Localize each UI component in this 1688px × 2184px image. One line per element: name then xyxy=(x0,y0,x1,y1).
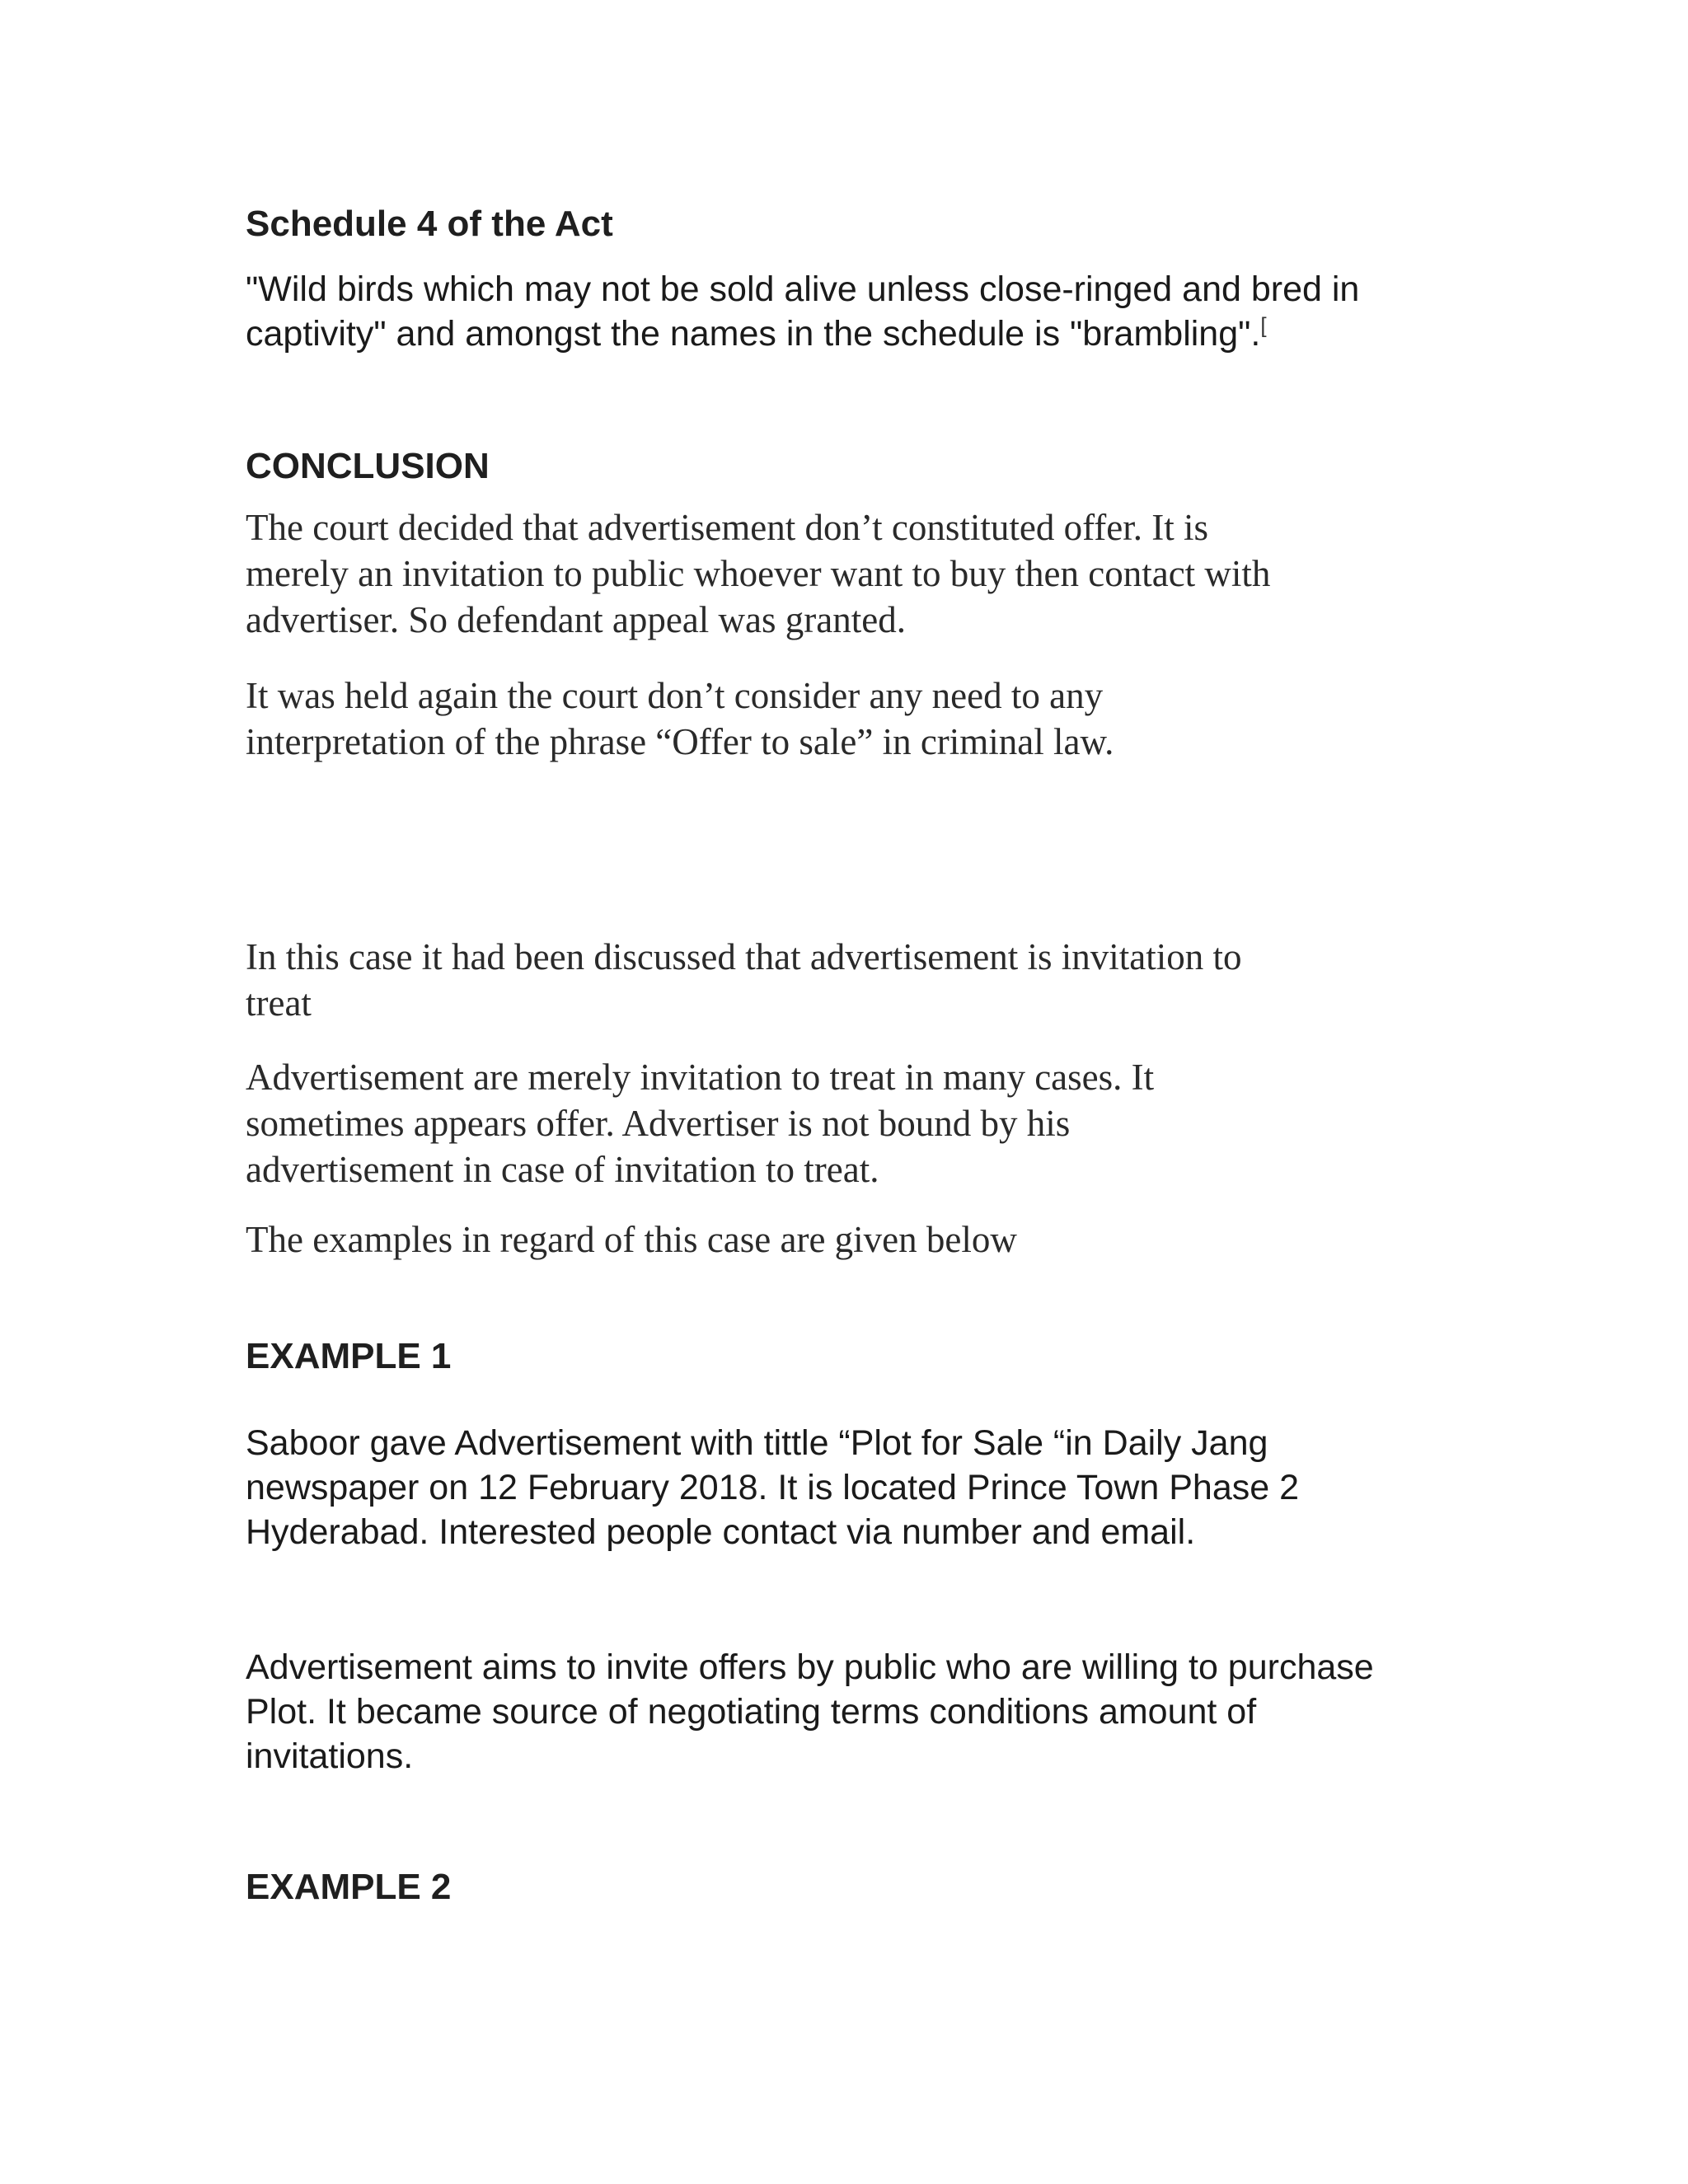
example-2-heading: EXAMPLE 2 xyxy=(246,1867,452,1907)
schedule-heading: Schedule 4 of the Act xyxy=(246,204,613,244)
paragraph-line: Advertisement are merely invitation to treat in many cases. It xyxy=(246,1057,1155,1098)
paragraph-line: treat xyxy=(246,982,312,1024)
paragraph-line: advertiser. So defendant appeal was granted. xyxy=(246,599,906,640)
schedule-quote-line: "Wild birds which may not be sold alive unless close-ringed and bred in xyxy=(246,269,1360,309)
reference-mark: [ xyxy=(1260,312,1267,338)
schedule-quote xyxy=(246,267,1482,356)
paragraph-line: In this case it had been discussed that advertisement is invitation to xyxy=(246,936,1242,977)
schedule-quote-line: captivity" and amongst the names in the schedule is "brambling".[ xyxy=(246,312,1267,354)
discussion-paragraph-1 xyxy=(246,934,1482,1026)
paragraph-line: The court decided that advertisement don’t constituted offer. It is xyxy=(246,507,1209,548)
conclusion-paragraph-1 xyxy=(246,504,1482,643)
paragraph-line: advertisement in case of invitation to treat. xyxy=(246,1149,879,1190)
paragraph-line: Plot. It became source of negotiating terms conditions amount of xyxy=(246,1692,1257,1732)
paragraph-line: newspaper on 12 February 2018. It is located Prince Town Phase 2 xyxy=(246,1468,1300,1507)
example-1-paragraph-2 xyxy=(246,1645,1482,1779)
paragraph-line: interpretation of the phrase “Offer to sale” in criminal law. xyxy=(246,721,1114,762)
paragraph-line: The examples in regard of this case are given below xyxy=(246,1219,1017,1260)
paragraph-line: Saboor gave Advertisement with tittle “Plot for Sale “in Daily Jang xyxy=(246,1423,1268,1463)
paragraph-line: invitations. xyxy=(246,1736,414,1776)
paragraph-line: sometimes appears offer. Advertiser is not bound by his xyxy=(246,1103,1071,1144)
conclusion-heading: CONCLUSION xyxy=(246,446,490,486)
paragraph-line: merely an invitation to public whoever want to buy then contact with xyxy=(246,553,1271,594)
example-1-heading: EXAMPLE 1 xyxy=(246,1336,452,1376)
paragraph-line: It was held again the court don’t consider any need to any xyxy=(246,675,1104,716)
paragraph-line: Hyderabad. Interested people contact via number and email. xyxy=(246,1512,1196,1552)
paragraph-line: Advertisement aims to invite offers by public who are willing to purchase xyxy=(246,1647,1374,1687)
discussion-paragraph-2 xyxy=(246,1054,1482,1193)
example-1-paragraph-1 xyxy=(246,1421,1482,1554)
conclusion-paragraph-2 xyxy=(246,673,1482,765)
discussion-paragraph-3 xyxy=(246,1216,1482,1263)
